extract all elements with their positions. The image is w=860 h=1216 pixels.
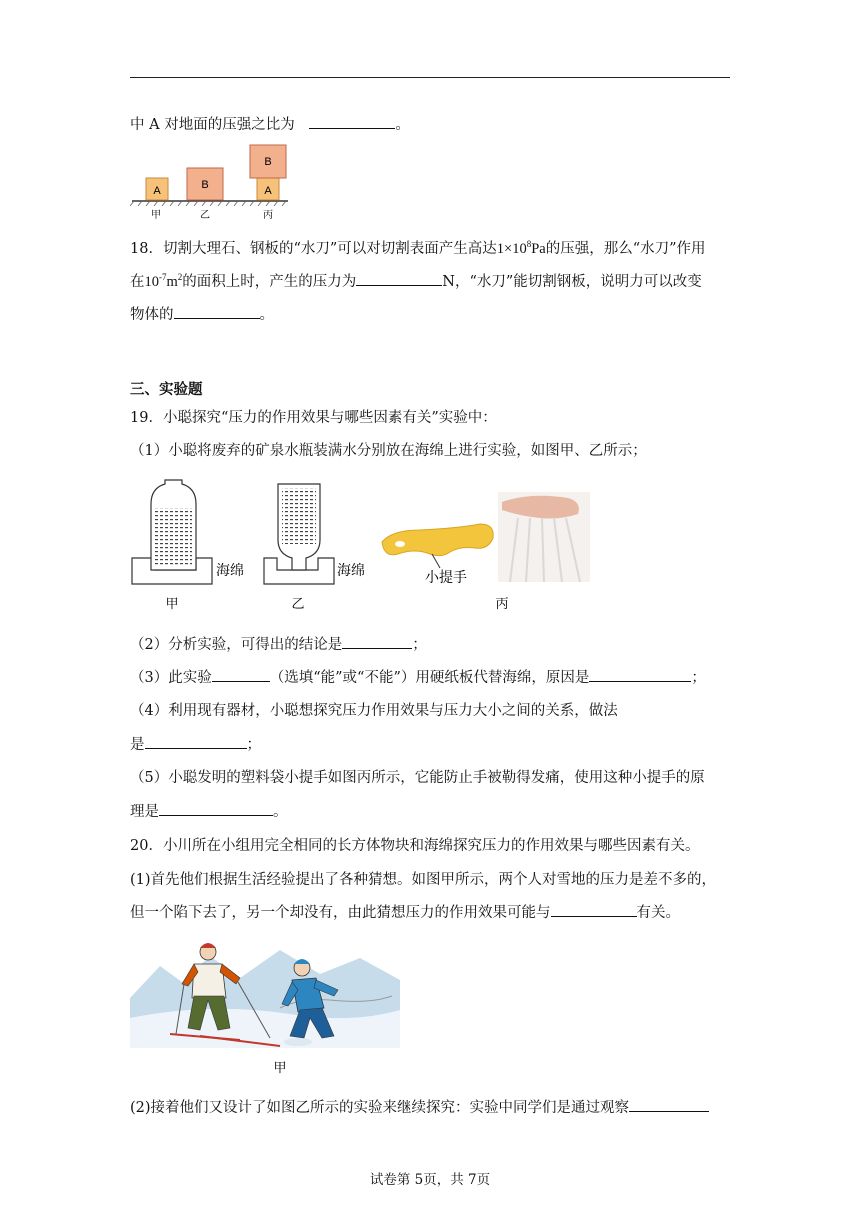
svg-text:丙: 丙 [263, 210, 273, 221]
answer-blank[interactable] [342, 634, 412, 649]
q18-line1: 18．切割大理石、钢板的“水刀”可以对切割表面产生高达$1\times 10^8Pa$的压强，那么“水刀”作用 [130, 239, 706, 257]
svg-text:海绵: 海绵 [337, 563, 365, 579]
svg-text:A: A [153, 185, 161, 197]
q19-part5-line1: （5）小聪发明的塑料袋小提手如图丙所示，它能防止手被勒得发痛，使用这种小提手的原 [130, 770, 705, 786]
svg-text:海绵: 海绵 [216, 563, 244, 579]
q17-text: 中 A 对地面的压强之比为 [130, 117, 295, 133]
svg-text:甲: 甲 [165, 597, 179, 612]
answer-blank[interactable] [629, 1097, 709, 1112]
svg-text:小提手: 小提手 [425, 570, 467, 586]
answer-blank[interactable] [145, 734, 247, 749]
q19-figure [130, 478, 600, 618]
q18-line2: 在$10^{-7}m^2$的面积上时，产生的压力为 N，“水刀”能切割钢板，说明力可以改变 [130, 272, 702, 290]
answer-blank[interactable] [356, 271, 442, 286]
q19-part1: （1）小聪将废弃的矿泉水瓶装满水分别放在海绵上进行实验，如图甲、乙所示； [130, 443, 647, 459]
q17-tail-line: 中 A 对地面的压强之比为 。 [130, 113, 410, 134]
svg-text:A: A [264, 185, 272, 197]
answer-blank[interactable] [589, 667, 691, 682]
svg-text:甲: 甲 [151, 210, 161, 221]
answer-blank[interactable] [309, 114, 395, 129]
svg-text:B: B [264, 156, 272, 168]
plastic-handle [382, 524, 493, 556]
answer-blank[interactable] [212, 667, 270, 682]
q19-part4-line1: （4）利用现有器材，小聪想探究压力作用效果与压力大小之间的关系，做法 [130, 703, 618, 719]
svg-text:甲: 甲 [273, 1061, 287, 1076]
svg-text:B: B [201, 179, 209, 191]
svg-text:乙: 乙 [200, 210, 210, 221]
q19-part4-line2: 是 ； [130, 733, 261, 754]
q19-part2: （2）分析实验，可得出的结论是 ； [130, 633, 427, 654]
q18-line3: 物体的 。 [130, 303, 274, 324]
q20-part1-line1: (1)首先他们根据生活经验提出了各种猜想。如图甲所示，两个人对雪地的压力是差不多的， [130, 872, 717, 888]
q19-stem: 19．小聪探究“压力的作用效果与哪些因素有关”实验中： [130, 410, 497, 426]
svg-text:丙: 丙 [495, 597, 509, 612]
svg-text:乙: 乙 [291, 597, 305, 612]
section-title: 三、实验题 [130, 382, 203, 398]
header-rule [130, 77, 730, 78]
q20-part1-line2: 但一个陷下去了，另一个却没有，由此猜想压力的作用效果可能与 有关。 [130, 901, 680, 922]
answer-blank[interactable] [551, 902, 637, 917]
page-footer: 试卷第 5页，共 7页 [369, 1172, 491, 1188]
q20-figure-snow [130, 938, 420, 1078]
q17-figure [130, 143, 290, 225]
q19-part5-line2: 理是 。 [130, 800, 288, 821]
answer-blank[interactable] [174, 304, 260, 319]
q20-stem: 20．小川所在小组用完全相同的长方体物块和海绵探究压力的作用效果与哪些因素有关。 [130, 838, 700, 854]
q20-part2: (2)接着他们又设计了如图乙所示的实验来继续探究：实验中同学们是通过观察 [130, 1096, 709, 1117]
answer-blank[interactable] [159, 801, 273, 816]
q19-part3: （3）此实验 （选填“能”或“不能”）用硬纸板代替海绵，原因是 ； [130, 666, 706, 687]
